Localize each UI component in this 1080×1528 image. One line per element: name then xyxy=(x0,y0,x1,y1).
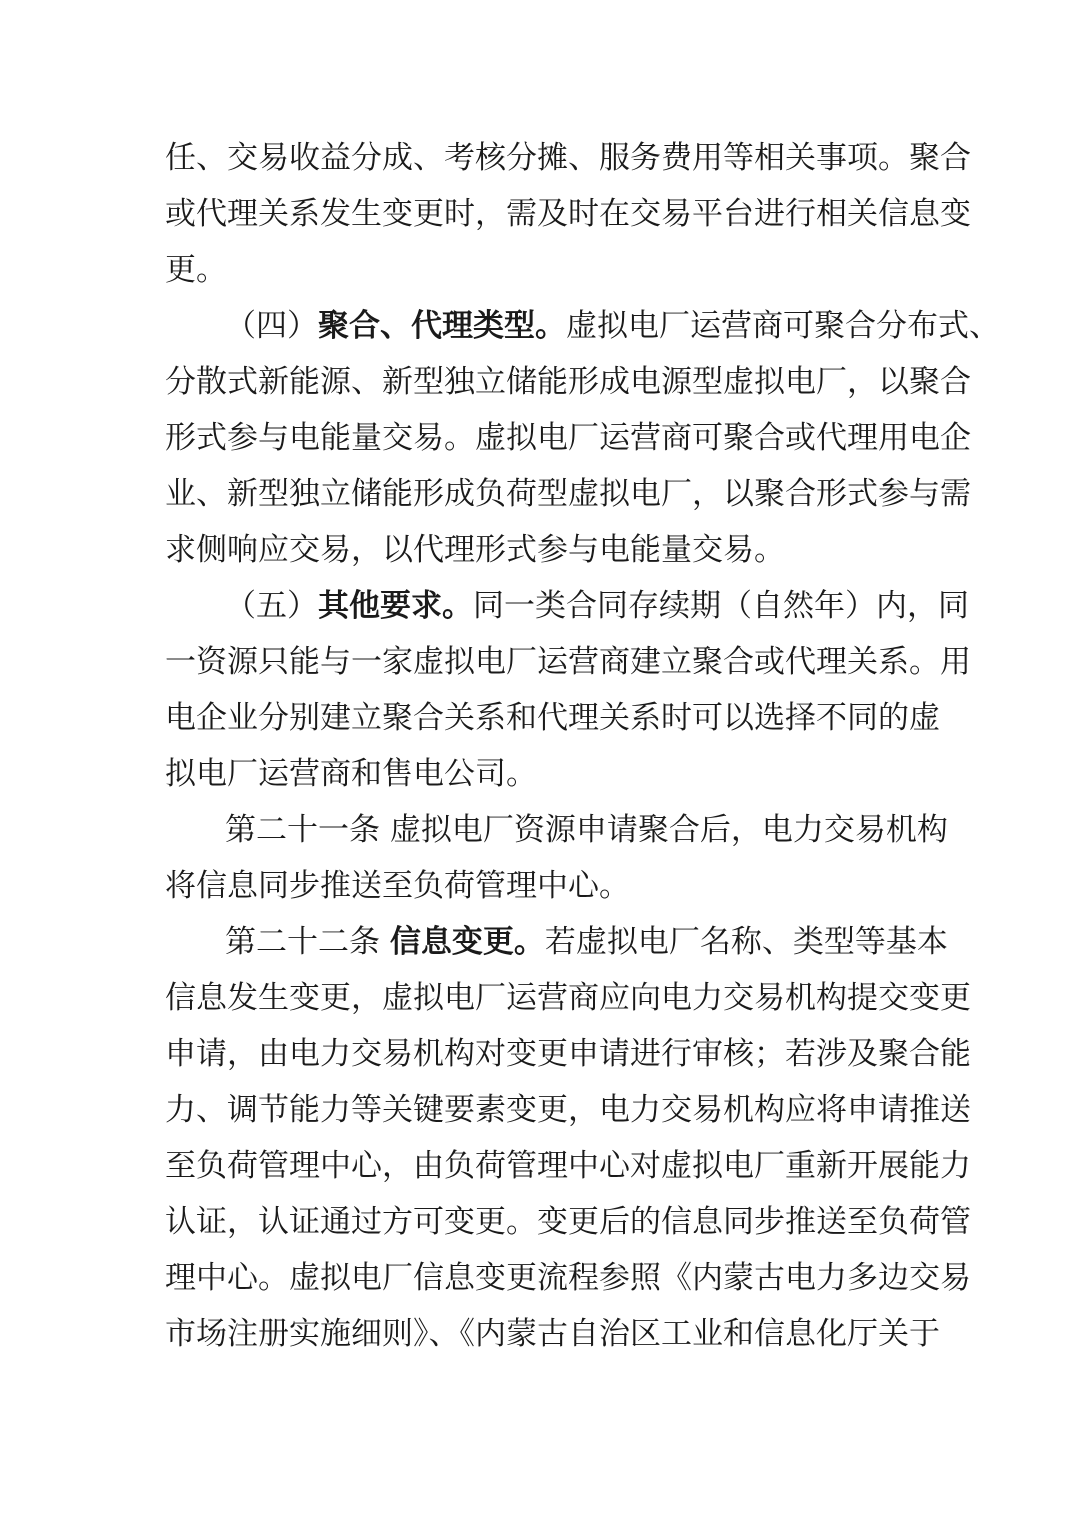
text-line: 理中心。虚拟电厂信息变更流程参照《内蒙古电力多边交易 xyxy=(165,1260,971,1296)
section-5-first-line xyxy=(165,578,969,634)
text-line: 求侧响应交易，以代理形式参与电能量交易。 xyxy=(165,532,785,568)
document-page xyxy=(165,130,1000,1362)
article-heading: 信息变更。 xyxy=(389,924,545,960)
section-4-first-line xyxy=(165,298,1000,354)
text-line: 拟电厂运营商和售电公司。 xyxy=(165,756,537,792)
text-line: 业、新型独立储能形成负荷型虚拟电厂，以聚合形式参与需 xyxy=(165,476,971,512)
text-line: 将信息同步推送至负荷管理中心。 xyxy=(165,868,630,904)
section-heading: 其他要求。 xyxy=(318,588,473,624)
article-22-first-line xyxy=(165,914,948,970)
text-line: 任、交易收益分成、考核分摊、服务费用等相关事项。聚合 xyxy=(165,140,971,176)
text-line: 形式参与电能量交易。虚拟电厂运营商可聚合或代理用电企 xyxy=(165,420,971,456)
section-number: （四） xyxy=(225,308,318,344)
text-line: 分散式新能源、新型独立储能形成电源型虚拟电厂，以聚合 xyxy=(165,364,971,400)
text-run: 若虚拟电厂名称、类型等基本 xyxy=(544,924,948,960)
text-line: 电企业分别建立聚合关系和代理关系时可以选择不同的虚 xyxy=(165,700,940,736)
section-number: （五） xyxy=(225,588,318,624)
article-21-first-line: 第二十一条 虚拟电厂资源申请聚合后，电力交易机构 xyxy=(225,812,948,848)
article-number: 第二十二条 xyxy=(225,924,390,960)
text-line: 申请，由电力交易机构对变更申请进行审核；若涉及聚合能 xyxy=(165,1036,971,1072)
section-heading: 聚合、代理类型。 xyxy=(318,308,566,344)
text-line: 或代理关系发生变更时，需及时在交易平台进行相关信息变 xyxy=(165,196,971,232)
text-run: 同一类合同存续期（自然年）内，同 xyxy=(473,588,969,624)
text-line: 一资源只能与一家虚拟电厂运营商建立聚合或代理关系。用 xyxy=(165,644,971,680)
text-line: 力、调节能力等关键要素变更，电力交易机构应将申请推送 xyxy=(165,1092,971,1128)
text-line: 更。 xyxy=(165,252,227,288)
text-line: 信息发生变更，虚拟电厂运营商应向电力交易机构提交变更 xyxy=(165,980,971,1016)
text-line: 至负荷管理中心，由负荷管理中心对虚拟电厂重新开展能力 xyxy=(165,1148,971,1184)
text-run: 虚拟电厂运营商可聚合分布式、 xyxy=(566,308,1000,344)
text-line: 市场注册实施细则》、《内蒙古自治区工业和信息化厅关于 xyxy=(165,1316,940,1352)
text-line: 认证，认证通过方可变更。变更后的信息同步推送至负荷管 xyxy=(165,1204,971,1240)
